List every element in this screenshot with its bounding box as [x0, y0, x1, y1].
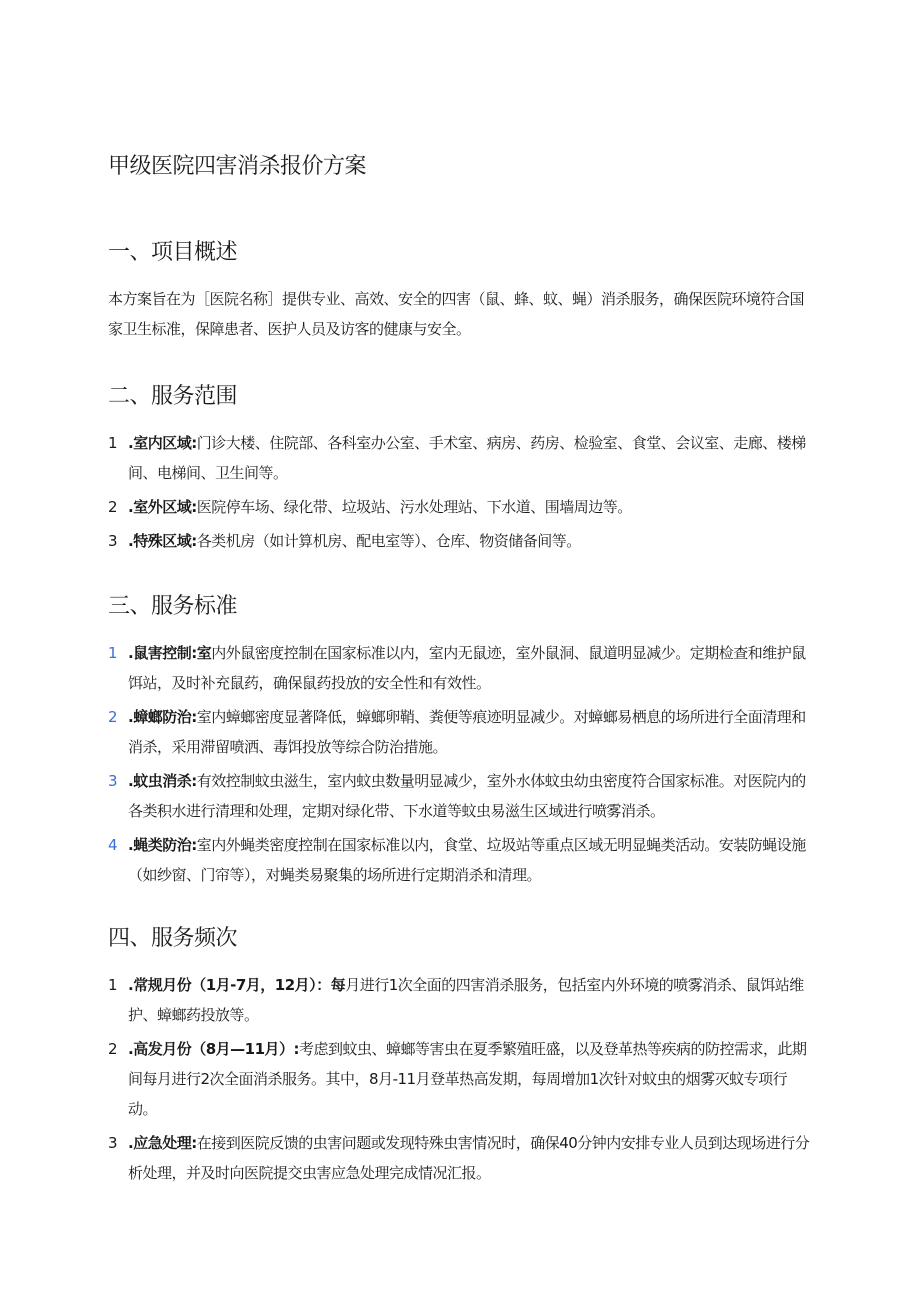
scope-list	[108, 428, 816, 556]
list-number: 3	[108, 532, 118, 550]
list-text: 医院停车场、绿化带、垃圾站、污水处理站、下水道、围墙周边等。	[196, 498, 632, 516]
list-text: 考虑到蚊虫、蟑螂等害虫在夏季繁殖旺盛，以及登革热等疾病的防控需求，此期间每月进行2次全面消杀服务。其中，8月-11月登革热高发期，每周增加1次针对蚊虫的烟雾灭蚊专项行动。	[128, 1040, 807, 1118]
list-item	[108, 1034, 816, 1124]
list-term: .应急处理:	[128, 1134, 197, 1152]
list-number: 4	[108, 836, 118, 854]
list-item	[108, 526, 816, 556]
list-number: 3	[108, 772, 118, 790]
list-text: 各类机房（如计算机房、配电室等）、仓库、物资储备间等。	[196, 532, 581, 550]
list-term: .常规月份（1月-7月，12月）：每	[128, 976, 346, 994]
list-number: 2	[108, 1040, 118, 1058]
section-overview	[108, 236, 816, 344]
list-text: 月进行1次全面的四害消杀服务，包括室内外环境的喷雾消杀、鼠饵站维护、蟑螂药投放等。	[128, 976, 804, 1024]
section-heading-overview: 一、项目概述	[108, 240, 238, 265]
list-item	[108, 1128, 816, 1188]
list-term: .高发月份（8月—11月）:	[128, 1040, 300, 1058]
list-number: 1	[108, 644, 118, 662]
list-text: 室内外蝇类密度控制在国家标准以内，食堂、垃圾站等重点区域无明显蝇类活动。安装防蝇设施（如纱窗、门帘等），对蝇类易聚集的场所进行定期消杀和清理。	[128, 836, 806, 884]
standards-list	[108, 638, 816, 890]
list-item	[108, 492, 816, 522]
section-heading-frequency: 四、服务频次	[108, 926, 238, 951]
list-number: 2	[108, 708, 118, 726]
section-heading-scope: 二、服务范围	[108, 384, 238, 409]
list-term: .鼠害控制:室	[128, 644, 212, 662]
section-frequency	[108, 922, 816, 1188]
list-term: .蝇类防治:	[128, 836, 197, 854]
list-text: 在接到医院反馈的虫害问题或发现特殊虫害情况时，确保40分钟内安排专业人员到达现场进行分析处理，并及时向医院提交虫害应急处理完成情况汇报。	[128, 1134, 810, 1182]
section-standards	[108, 590, 816, 890]
list-number: 1	[108, 434, 118, 452]
list-number: 1	[108, 976, 118, 994]
frequency-list	[108, 970, 816, 1188]
list-item	[108, 702, 816, 762]
list-term: .室外区域:	[128, 498, 197, 516]
list-item	[108, 638, 816, 698]
list-item	[108, 970, 816, 1030]
list-term: .特殊区域:	[128, 532, 197, 550]
list-text: 有效控制蚊虫滋生，室内蚊虫数量明显减少，室外水体蚊虫幼虫密度符合国家标准。对医院内的各类积水进行清理和处理，定期对绿化带、下水道等蚊虫易滋生区域进行喷雾消杀。	[128, 772, 806, 820]
list-item	[108, 428, 816, 488]
list-text: 内外鼠密度控制在国家标准以内，室内无鼠迹，室外鼠洞、鼠道明显减少。定期检查和维护鼠饵站，及时补充鼠药，确保鼠药投放的安全性和有效性。	[128, 644, 806, 692]
list-item	[108, 830, 816, 890]
section-scope	[108, 380, 816, 556]
list-term: .室内区域:	[128, 434, 197, 452]
list-number: 3	[108, 1134, 118, 1152]
document-page	[108, 150, 816, 1192]
overview-paragraph: 本方案旨在为［医院名称］提供专业、高效、安全的四害（鼠、蜂、蚊、蝇）消杀服务，确保医院环境符合国家卫生标准，保障患者、医护人员及访客的健康与安全。	[108, 290, 805, 338]
list-text: 室内蟑螂密度显著降低，蟑螂卵鞘、粪便等痕迹明显减少。对蟑螂易栖息的场所进行全面清理和消杀，采用滞留喷洒、毒饵投放等综合防治措施。	[128, 708, 806, 756]
list-term: .蚊虫消杀:	[128, 772, 197, 790]
list-text: 门诊大楼、住院部、各科室办公室、手术室、病房、药房、检验室、食堂、会议室、走廊、楼梯间、电梯间、卫生间等。	[128, 434, 806, 482]
list-term: .蟑螂防治:	[128, 708, 197, 726]
document-title: 甲级医院四害消杀报价方案	[108, 154, 367, 179]
section-heading-standards: 三、服务标准	[108, 594, 238, 619]
list-item	[108, 766, 816, 826]
list-number: 2	[108, 498, 118, 516]
